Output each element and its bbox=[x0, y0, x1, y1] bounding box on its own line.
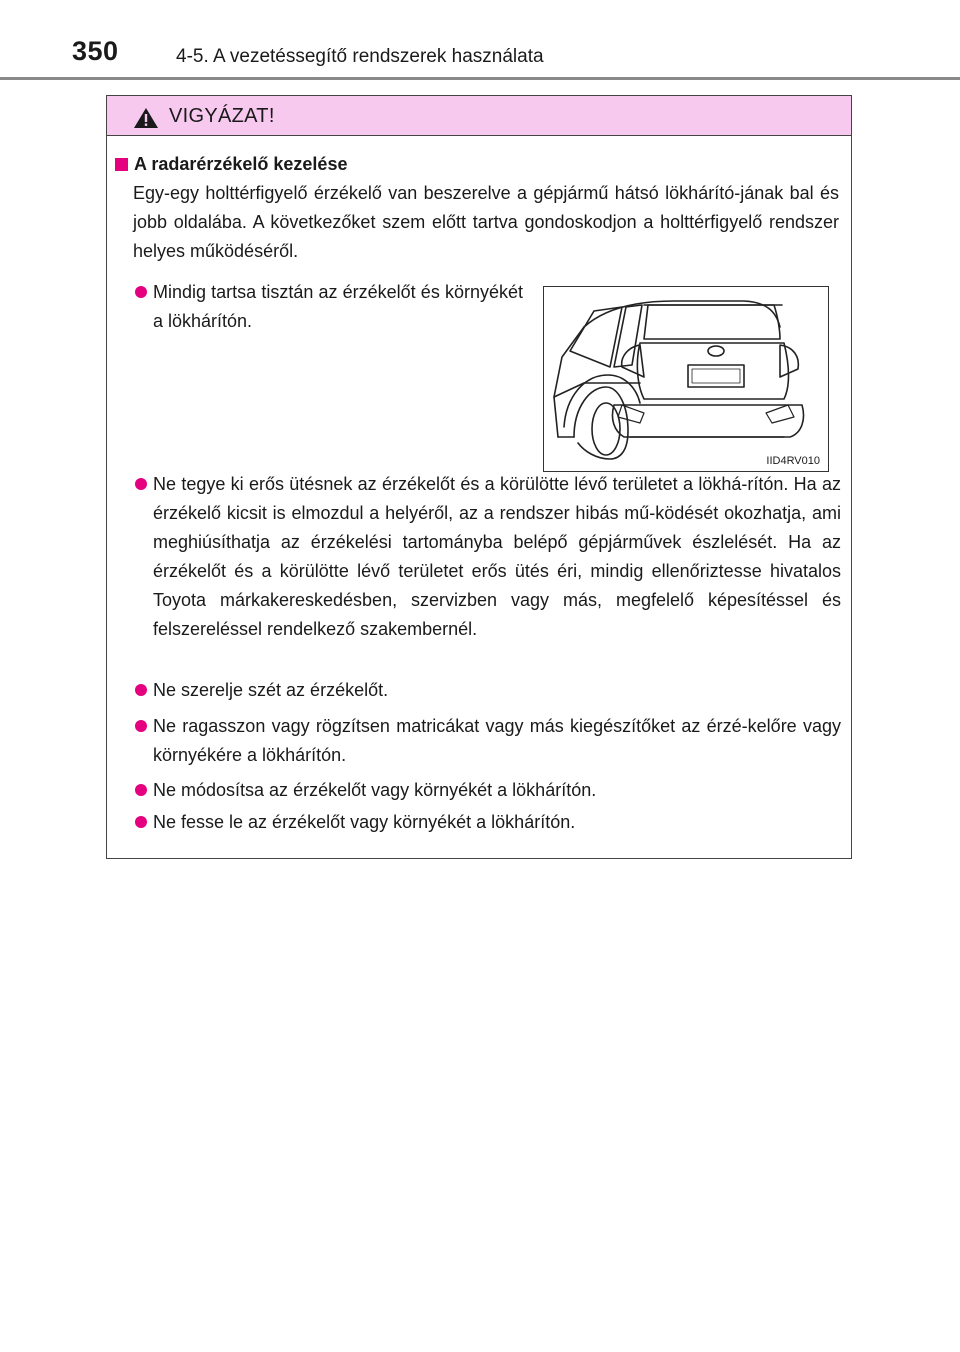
list-item bbox=[153, 676, 841, 705]
list-item bbox=[153, 712, 841, 770]
circle-bullet-icon bbox=[135, 684, 147, 696]
circle-bullet-icon bbox=[135, 478, 147, 490]
figure-code: IID4RV010 bbox=[766, 455, 820, 467]
list-item-text: Ne ragasszon vagy rögzítsen matricákat vagy más kiegészítőket az érzé-kelőre vagy környékére a lökhárítón. bbox=[153, 716, 841, 765]
list-item bbox=[153, 278, 523, 336]
circle-bullet-icon bbox=[135, 784, 147, 796]
square-bullet-icon bbox=[115, 158, 128, 171]
list-item-text: Ne fesse le az érzékelőt vagy környékét a lökhárítón. bbox=[153, 812, 576, 832]
section-heading bbox=[115, 152, 347, 176]
section-title: A radarérzékelő kezelése bbox=[134, 154, 348, 174]
list-item-text: Ne tegye ki erős ütésnek az érzékelőt és a körülötte lévő területet a lökhá-rítón. Ha az érzékelő kicsit is elmozdul a helyéről, az a rendszer hibás mű-ködését okozhatja, ami meghiúsíthatja az érzékelési tartományba belépő gépjárművek észlelését. Ha az érzékelőt és a körülötte lévő területet erős ütés éri, mindig ellenőriztesse hivatalos Toyota márkakereskedésben, szervizben vagy más, megfelelő képesítéssel és felszereléssel rendelkező szakembernél. bbox=[153, 474, 841, 639]
page-number: 350 bbox=[72, 36, 119, 66]
circle-bullet-icon bbox=[135, 286, 147, 298]
intro-paragraph: Egy-egy holttérfigyelő érzékelő van beszerelve a gépjármű hátsó lökhárító-jának bal és jobb oldalába. A következőket szem előtt tartva gondoskodjon a holttérfigyelő rendszer helyes működéséről. bbox=[133, 183, 839, 261]
header-rule bbox=[0, 77, 960, 80]
circle-bullet-icon bbox=[135, 720, 147, 732]
warning-triangle-icon bbox=[133, 107, 159, 129]
warning-title: VIGYÁZAT! bbox=[169, 105, 275, 127]
list-item bbox=[153, 808, 841, 837]
page-header bbox=[0, 0, 960, 80]
chapter-title: 4-5. A vezetéssegítő rendszerek használata bbox=[176, 46, 544, 67]
list-item bbox=[153, 776, 841, 805]
list-item bbox=[153, 470, 841, 644]
warning-header bbox=[107, 96, 851, 136]
list-item-text: Mindig tartsa tisztán az érzékelőt és környékét a lökhárítón. bbox=[153, 282, 523, 331]
circle-bullet-icon bbox=[135, 816, 147, 828]
list-item-text: Ne szerelje szét az érzékelőt. bbox=[153, 680, 389, 700]
suv-rear-view-image bbox=[544, 287, 830, 473]
car-rear-illustration bbox=[543, 286, 829, 472]
list-item-text: Ne módosítsa az érzékelőt vagy környékét a lökhárítón. bbox=[153, 780, 597, 800]
warning-box bbox=[106, 95, 852, 859]
